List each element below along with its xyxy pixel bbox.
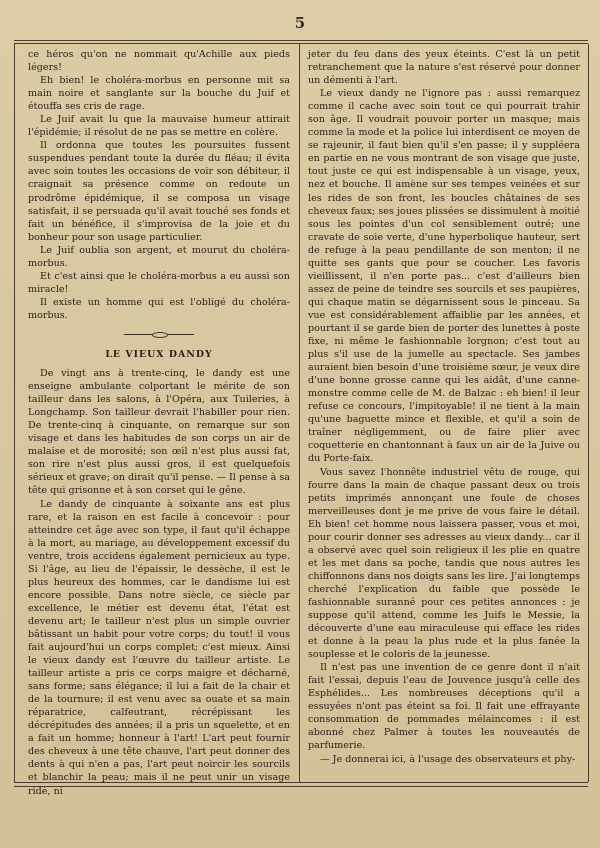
paragraph: Et c'est ainsi que le choléra-morbus a eu aussi son miracle! bbox=[28, 270, 290, 295]
paragraph: jeter du feu dans des yeux éteints. C'est là un petit retranchement que la nature s'est réservé pour donner un démenti à l'art. bbox=[308, 49, 580, 87]
right-column bbox=[308, 48, 580, 766]
paragraph: De vingt ans à trente-cinq, le dandy est une enseigne ambulante colportant le mérite de son tailleur dans les salons, à l'Opéra, aux Tuileries, à Longchamp. Son tailleur devrait l'habiller pour rien. De trente-cinq à cinquante, on remarque sur son visage et dans les habitudes de son corps un air de malaise et de morosité; son œil n'est plus aussi fat, son rire n'est plus aussi gros, il est quelquefois sérieux et grave; on dirait qu'il pense. — Il pense à sa tête qui grisonne et à son corset qui le gêne. bbox=[28, 368, 290, 497]
page-number: 5 bbox=[294, 14, 306, 32]
paragraph: Le vieux dandy ne l'ignore pas : aussi remarquez comme il cache avec soin tout ce qui pourrait trahir son âge. Il voudrait pouvoir porter un masque; mais comme la mode et la police lui interdisent ce moyen de se rajeunir, il faut bien qu'il s'en passe; il y suppléera en partie en ne vous montrant de son visage que juste, tout juste ce qui est indispensable à un visage, yeux, nez et bouche. Il amène sur ses tempes veinées et sur les rides de son front, les boucles châtaines de ses cheveux faux; ses joues plissées se dissimulent à moitié sous les pointes d'un col sensiblement outré; une cravate de soie verte, d'une hyperbolique hauteur, sert de refuge à la peau pendillante de son menton; il ne quitte ses gants que pour se coucher. Les favoris vieillissent, il n'en porte pas... c'est d'ailleurs bien assez de peine de teindre ses sourcils et ses paupières, qui chaque matin se dégarnissent sous le pinceau. Sa vue est considérablement affaiblie par les années, et pourtant il se garde bien de porter des lunettes à poste fixe, ni même le fashionnable lorgnon; c'est tout au plus s'il use de la jumelle au spectacle. Ses jambes auraient bien besoin d'une troisième sœur, je veux dire d'une bonne grosse canne qui les aidât, d'une canne-monstre comme celle de M. de Balzac : eh bien! il leur refuse ce concours, l'impitoyable! il ne tient à la main qu'une baguette mince et flexible, et qu'il a soin de traîner négligemment, ou de faire plier avec coquetterie en chantonnant à faux un air de la Juive ou du Porte-faix. bbox=[308, 88, 580, 465]
paragraph: Le dandy de cinquante à soixante ans est plus rare, et la raison en est facile à concevoir : pour atteindre cet âge avec son type, il faut qu'il échappe à la mort, au mariage, au développement excessif du ventre, trois accidens également pernicieux au type. Si l'âge, au lieu de l'épaissir, le dessèche, il est le plus heureux des hommes, car le dandisme lui est encore possible. Dans notre siècle, ce siècle par excellence, le métier est devenu état, l'état est devenu art; le tailleur n'est plus un simple ouvrier bâtissant un habit pour votre corps; du tout! il vous fait aujourd'hui un corps complet; c'est mieux. Ainsi le vieux dandy est l'œuvre du tailleur artiste. Le tailleur artiste a pris ce corps maigre et décharné, sans forme; sans élégance; il lui a fait de la chair et de la tournure; il est venu avec sa ouate et sa main réparatrice, calfeutrant, récrépissant les décrépitudes des années; il a pris un squelette, et en a fait un homme; honneur à l'art! L'art peut fournir des cheveux à une tête chauve, l'art peut donner des dents à qui n'en a pas, l'art peut noircir les sourcils et blanchir la peau; mais il ne peut unir un visage ridé, ni bbox=[28, 498, 290, 797]
section-title: LE VIEUX DANDY bbox=[105, 348, 213, 360]
paragraph: Il existe un homme qui est l'obligé du choléra-morbus. bbox=[28, 296, 290, 321]
paragraph: Il n'est pas une invention de ce genre dont il n'ait fait l'essai, depuis l'eau de Jouvence jusqu'à celle des Esphélides... Les nombreuses déceptions qu'il a essuyées n'ont pas éteint sa foi. Il fait une effrayante consommation de pommades mélaincomes : il est abonné chez Palmer à toutes les nouveautés de parfumerie. bbox=[308, 662, 580, 752]
paragraph: Vous savez l'honnête industriel vêtu de rouge, qui fourre dans la main de chaque passant deux ou trois petits imprimés annonçant une foule de choses merveilleuses dont je me prive de vous faire le détail. Eh bien! cet homme nous laissera passer, vous et moi, pour courir donner ses adresses au vieux dandy... car il a observé avec quel soin religieux il les plie en quatre et les met dans sa poche, tandis que nous autres les chiffonnons dans nos doigts sans les lire. J'ai longtemps cherché l'explication du faible que possède le fashionnable suranné pour ces petites annonces : je suppose qu'il attend, comme les Juifs le Messie, la découverte d'une eau miraculeuse qui efface les rides et donne à la peau la plus rude et la plus fanée la souplesse et le coloris de la jeunesse. bbox=[308, 466, 580, 661]
left-border bbox=[14, 44, 15, 782]
left-column bbox=[28, 48, 290, 798]
top-rule bbox=[14, 40, 588, 41]
bottom-rule-outer bbox=[14, 786, 588, 787]
paragraph: — Je donnerai ici, à l'usage des observateurs et phy- bbox=[320, 753, 576, 765]
right-border bbox=[588, 44, 589, 782]
paragraph: Eh bien! le choléra-morbus en personne mit sa main noire et sanglante sur la bouche du Juif et étouffa ses cris de rage. bbox=[28, 75, 290, 113]
paragraph: Le Juif avait lu que la mauvaise humeur attirait l'épidémie; il résolut de ne pas se mettre en colère. bbox=[28, 114, 290, 139]
column-divider bbox=[299, 44, 300, 782]
paragraph: Le Juif oublia son argent, et mourut du choléra-morbus. bbox=[28, 244, 290, 269]
top-rule-inner bbox=[14, 43, 588, 44]
paragraph: Il ordonna que toutes les poursuites fussent suspendues pendant toute la durée du fléau; il évita avec soin toutes les occasions de voir son débiteur, il craignait sa présence comme on redoute un prodrôme épidémique, il se composa un visage satisfait, il se persuada qu'il avait touché ses fonds et fait un bénéfice, il s'improvisa de la joie et du bonheur pour son usage particulier. bbox=[28, 140, 290, 243]
paragraph: ce héros qu'on ne nommait qu'Achille aux pieds légers! bbox=[28, 49, 290, 74]
bottom-rule bbox=[14, 782, 588, 783]
section-separator-ornament bbox=[124, 332, 194, 338]
